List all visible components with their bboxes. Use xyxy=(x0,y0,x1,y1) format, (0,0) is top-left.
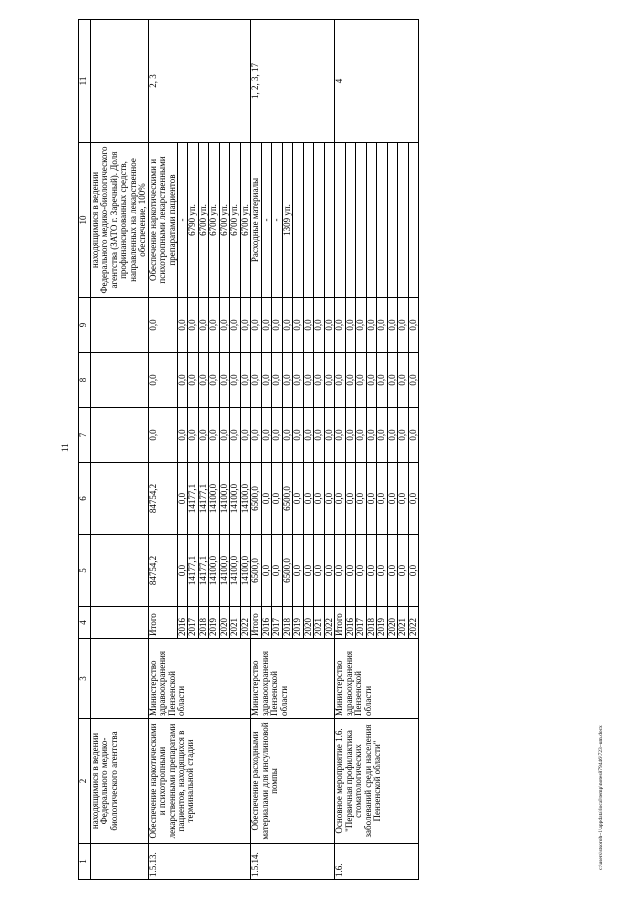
year-cell: 2018 xyxy=(366,607,377,639)
value-col8: 0,0 xyxy=(314,353,325,408)
indicator-value xyxy=(366,143,377,298)
total-col8: 0,0 xyxy=(251,353,261,408)
total-col8: 0,0 xyxy=(148,353,177,408)
indicator-value xyxy=(314,143,325,298)
value-col7: 0,0 xyxy=(387,408,398,463)
value-col9: 0,0 xyxy=(177,298,188,353)
year-cell: 2017 xyxy=(188,607,199,639)
value-col9: 0,0 xyxy=(314,298,325,353)
value-col9: 0,0 xyxy=(377,298,388,353)
program-activities-table xyxy=(78,19,419,880)
value-col5: 0,0 xyxy=(303,535,314,607)
value-col9: 0,0 xyxy=(408,298,419,353)
indicator-value: 6700 уп. xyxy=(209,143,220,298)
value-col8: 0,0 xyxy=(356,353,367,408)
value-col5: 0,0 xyxy=(293,535,304,607)
value-col5: 0,0 xyxy=(324,535,335,607)
value-col8: 0,0 xyxy=(198,353,209,408)
value-col7: 0,0 xyxy=(408,408,419,463)
header-cell: 5 xyxy=(79,535,91,607)
value-col7: 0,0 xyxy=(198,408,209,463)
indicator-title: Расходные материалы xyxy=(251,143,261,298)
value-col5: 0,0 xyxy=(366,535,377,607)
indicator-numbers: 2, 3 xyxy=(148,20,251,143)
value-col5: 0,0 xyxy=(272,535,283,607)
value-col8: 0,0 xyxy=(398,353,409,408)
value-col6: 0,0 xyxy=(324,463,335,535)
value-col7: 0,0 xyxy=(177,408,188,463)
rotated-table-container xyxy=(78,20,608,880)
value-col7: 0,0 xyxy=(209,408,220,463)
value-col6: 0,0 xyxy=(293,463,304,535)
value-col9: 0,0 xyxy=(188,298,199,353)
continuation-text-col2: находящимися в ведении Федерального медико-биологического агентства xyxy=(91,719,149,844)
total-col7: 0,0 xyxy=(335,408,345,463)
value-col5: 0,0 xyxy=(398,535,409,607)
value-col5: 0,0 xyxy=(408,535,419,607)
year-cell: 2019 xyxy=(293,607,304,639)
table-row-total xyxy=(251,20,261,880)
value-col9: 0,0 xyxy=(293,298,304,353)
year-cell: 2020 xyxy=(219,607,230,639)
year-cell: 2017 xyxy=(272,607,283,639)
value-col6: 0,0 xyxy=(303,463,314,535)
table-row-total xyxy=(148,20,177,880)
year-cell: 2016 xyxy=(261,607,272,639)
total-col5: 0,0 xyxy=(335,535,345,607)
value-col5: 14100,0 xyxy=(240,535,251,607)
indicator-value xyxy=(303,143,314,298)
indicator-value xyxy=(387,143,398,298)
indicator-numbers: 4 xyxy=(335,20,419,143)
value-col8: 0,0 xyxy=(261,353,272,408)
value-col6: 14177,1 xyxy=(198,463,209,535)
value-col6: 0,0 xyxy=(177,463,188,535)
value-col7: 0,0 xyxy=(240,408,251,463)
value-col7: 0,0 xyxy=(303,408,314,463)
total-label: Итого xyxy=(335,607,345,639)
activity-name: Обеспечение расходными материалами для инсулиновой помпы xyxy=(251,719,335,844)
value-col6: 14100,0 xyxy=(209,463,220,535)
total-col9: 0,0 xyxy=(148,298,177,353)
header-cell: 9 xyxy=(79,298,91,353)
value-col8: 0,0 xyxy=(324,353,335,408)
value-col8: 0,0 xyxy=(387,353,398,408)
year-cell: 2020 xyxy=(303,607,314,639)
total-col7: 0,0 xyxy=(251,408,261,463)
value-col6: 0,0 xyxy=(261,463,272,535)
value-col9: 0,0 xyxy=(240,298,251,353)
value-col6: 0,0 xyxy=(345,463,356,535)
value-col9: 0,0 xyxy=(198,298,209,353)
value-col9: 0,0 xyxy=(387,298,398,353)
value-col5: 0,0 xyxy=(356,535,367,607)
total-label: Итого xyxy=(148,607,177,639)
value-col8: 0,0 xyxy=(408,353,419,408)
executor-name: Министерство здравоохранения Пензенской области xyxy=(148,639,251,719)
value-col6: 0,0 xyxy=(314,463,325,535)
value-col7: 0,0 xyxy=(261,408,272,463)
header-cell: 1 xyxy=(79,844,91,880)
indicator-value: 6790 уп. xyxy=(188,143,199,298)
value-col8: 0,0 xyxy=(219,353,230,408)
value-col9: 0,0 xyxy=(366,298,377,353)
column-numbers-row xyxy=(79,20,91,880)
year-cell: 2021 xyxy=(314,607,325,639)
indicator-value xyxy=(377,143,388,298)
value-col9: 0,0 xyxy=(398,298,409,353)
value-col9: 0,0 xyxy=(272,298,283,353)
total-col9: 0,0 xyxy=(335,298,345,353)
value-col5: 6500,0 xyxy=(282,535,293,607)
table-row-total xyxy=(335,20,345,880)
value-col7: 0,0 xyxy=(293,408,304,463)
indicator-value xyxy=(356,143,367,298)
value-col9: 0,0 xyxy=(303,298,314,353)
value-col9: 0,0 xyxy=(219,298,230,353)
value-col7: 0,0 xyxy=(366,408,377,463)
value-col5: 14177,1 xyxy=(198,535,209,607)
header-cell: 7 xyxy=(79,408,91,463)
value-col5: 0,0 xyxy=(387,535,398,607)
year-cell: 2022 xyxy=(240,607,251,639)
indicator-value xyxy=(293,143,304,298)
value-col6: 0,0 xyxy=(398,463,409,535)
value-col6: 6500,0 xyxy=(282,463,293,535)
value-col9: 0,0 xyxy=(261,298,272,353)
header-cell: 6 xyxy=(79,463,91,535)
value-col7: 0,0 xyxy=(377,408,388,463)
total-col6: 0,0 xyxy=(335,463,345,535)
activity-name: Обеспечение наркотическими и психотропными лекарственными препаратами пациентов, находящихся в терминальной стадии xyxy=(148,719,251,844)
value-col8: 0,0 xyxy=(377,353,388,408)
total-col5: 84754,2 xyxy=(148,535,177,607)
indicator-value: 6700 уп. xyxy=(198,143,209,298)
value-col8: 0,0 xyxy=(345,353,356,408)
year-cell: 2017 xyxy=(356,607,367,639)
value-col9: 0,0 xyxy=(230,298,241,353)
value-col6: 0,0 xyxy=(356,463,367,535)
total-col5: 6500,0 xyxy=(251,535,261,607)
indicator-value xyxy=(324,143,335,298)
value-col6: 14100,0 xyxy=(230,463,241,535)
value-col5: 0,0 xyxy=(261,535,272,607)
value-col7: 0,0 xyxy=(282,408,293,463)
value-col7: 0,0 xyxy=(188,408,199,463)
total-col9: 0,0 xyxy=(251,298,261,353)
header-cell: 8 xyxy=(79,353,91,408)
indicator-value: - xyxy=(177,143,188,298)
page-number: 11 xyxy=(60,443,70,452)
year-cell: 2020 xyxy=(387,607,398,639)
table-body xyxy=(91,20,419,880)
activity-name: Основное мероприятие 1.6. "Первичная профилактика стоматологических заболеваний среди населения Пензенской области" xyxy=(335,719,419,844)
value-col7: 0,0 xyxy=(219,408,230,463)
value-col6: 14177,1 xyxy=(188,463,199,535)
value-col8: 0,0 xyxy=(282,353,293,408)
value-col6: 0,0 xyxy=(377,463,388,535)
value-col7: 0,0 xyxy=(356,408,367,463)
value-col5: 0,0 xyxy=(377,535,388,607)
row-number: 1.6. xyxy=(335,844,419,880)
value-col5: 0,0 xyxy=(345,535,356,607)
total-col6: 6500,0 xyxy=(251,463,261,535)
year-cell: 2018 xyxy=(198,607,209,639)
indicator-value: 6700 уп. xyxy=(219,143,230,298)
year-cell: 2016 xyxy=(177,607,188,639)
value-col5: 14100,0 xyxy=(230,535,241,607)
header-cell: 11 xyxy=(79,20,91,143)
value-col6: 0,0 xyxy=(272,463,283,535)
value-col6: 0,0 xyxy=(366,463,377,535)
value-col8: 0,0 xyxy=(293,353,304,408)
year-cell: 2018 xyxy=(282,607,293,639)
value-col7: 0,0 xyxy=(230,408,241,463)
continuation-text-col10: находящимися в ведении Федерального медико-биологического агентства (ЗАТО г. Заречный). Доля профинансированных средств, направленных на лекарственное обеспечение, 100% xyxy=(91,143,149,298)
value-col7: 0,0 xyxy=(345,408,356,463)
value-col8: 0,0 xyxy=(303,353,314,408)
indicator-value xyxy=(345,143,356,298)
year-cell: 2019 xyxy=(209,607,220,639)
indicator-value: 6700 уп. xyxy=(230,143,241,298)
total-label: Итого xyxy=(251,607,261,639)
indicator-value xyxy=(408,143,419,298)
value-col5: 0,0 xyxy=(177,535,188,607)
indicator-value xyxy=(398,143,409,298)
value-col9: 0,0 xyxy=(356,298,367,353)
value-col5: 14100,0 xyxy=(209,535,220,607)
header-cell: 10 xyxy=(79,143,91,298)
value-col9: 0,0 xyxy=(282,298,293,353)
value-col8: 0,0 xyxy=(177,353,188,408)
value-col7: 0,0 xyxy=(324,408,335,463)
total-col7: 0,0 xyxy=(148,408,177,463)
value-col8: 0,0 xyxy=(188,353,199,408)
header-cell: 4 xyxy=(79,607,91,639)
indicator-numbers: 1, 2, 3, 17 xyxy=(251,20,335,143)
year-cell: 2022 xyxy=(408,607,419,639)
year-cell: 2022 xyxy=(324,607,335,639)
indicator-title xyxy=(335,143,345,298)
value-col7: 0,0 xyxy=(398,408,409,463)
indicator-value: - xyxy=(272,143,283,298)
value-col7: 0,0 xyxy=(272,408,283,463)
value-col9: 0,0 xyxy=(324,298,335,353)
value-col6: 0,0 xyxy=(387,463,398,535)
indicator-value: - xyxy=(261,143,272,298)
header-cell: 3 xyxy=(79,639,91,719)
value-col8: 0,0 xyxy=(240,353,251,408)
value-col5: 14100,0 xyxy=(219,535,230,607)
value-col6: 14100,0 xyxy=(240,463,251,535)
row-number: 1.5.14. xyxy=(251,844,335,880)
total-col6: 84754,2 xyxy=(148,463,177,535)
year-cell: 2016 xyxy=(345,607,356,639)
executor-name: Министерство здравоохранения Пензенской области xyxy=(251,639,335,719)
indicator-value: 1309 уп. xyxy=(282,143,293,298)
year-cell: 2019 xyxy=(377,607,388,639)
year-cell: 2021 xyxy=(230,607,241,639)
value-col8: 0,0 xyxy=(272,353,283,408)
indicator-value: 6700 уп. xyxy=(240,143,251,298)
value-col9: 0,0 xyxy=(345,298,356,353)
value-col8: 0,0 xyxy=(230,353,241,408)
continuation-row xyxy=(91,20,149,880)
row-number: 1.5.13. xyxy=(148,844,251,880)
value-col5: 14177,1 xyxy=(188,535,199,607)
value-col6: 14100,0 xyxy=(219,463,230,535)
value-col5: 0,0 xyxy=(314,535,325,607)
value-col9: 0,0 xyxy=(209,298,220,353)
indicator-title: Обеспечение наркотическими и психотропными лекарственными препаратами пациентов xyxy=(148,143,177,298)
value-col6: 0,0 xyxy=(408,463,419,535)
header-cell: 2 xyxy=(79,719,91,844)
executor-name: Министерство здравоохранения Пензенской области xyxy=(335,639,419,719)
value-col8: 0,0 xyxy=(209,353,220,408)
value-col8: 0,0 xyxy=(366,353,377,408)
value-col7: 0,0 xyxy=(314,408,325,463)
total-col8: 0,0 xyxy=(335,353,345,408)
year-cell: 2021 xyxy=(398,607,409,639)
footer-file-path: c:\users\stsoroh~1\appdata\local\temp\notes879446\723~um.docx xyxy=(598,725,604,870)
